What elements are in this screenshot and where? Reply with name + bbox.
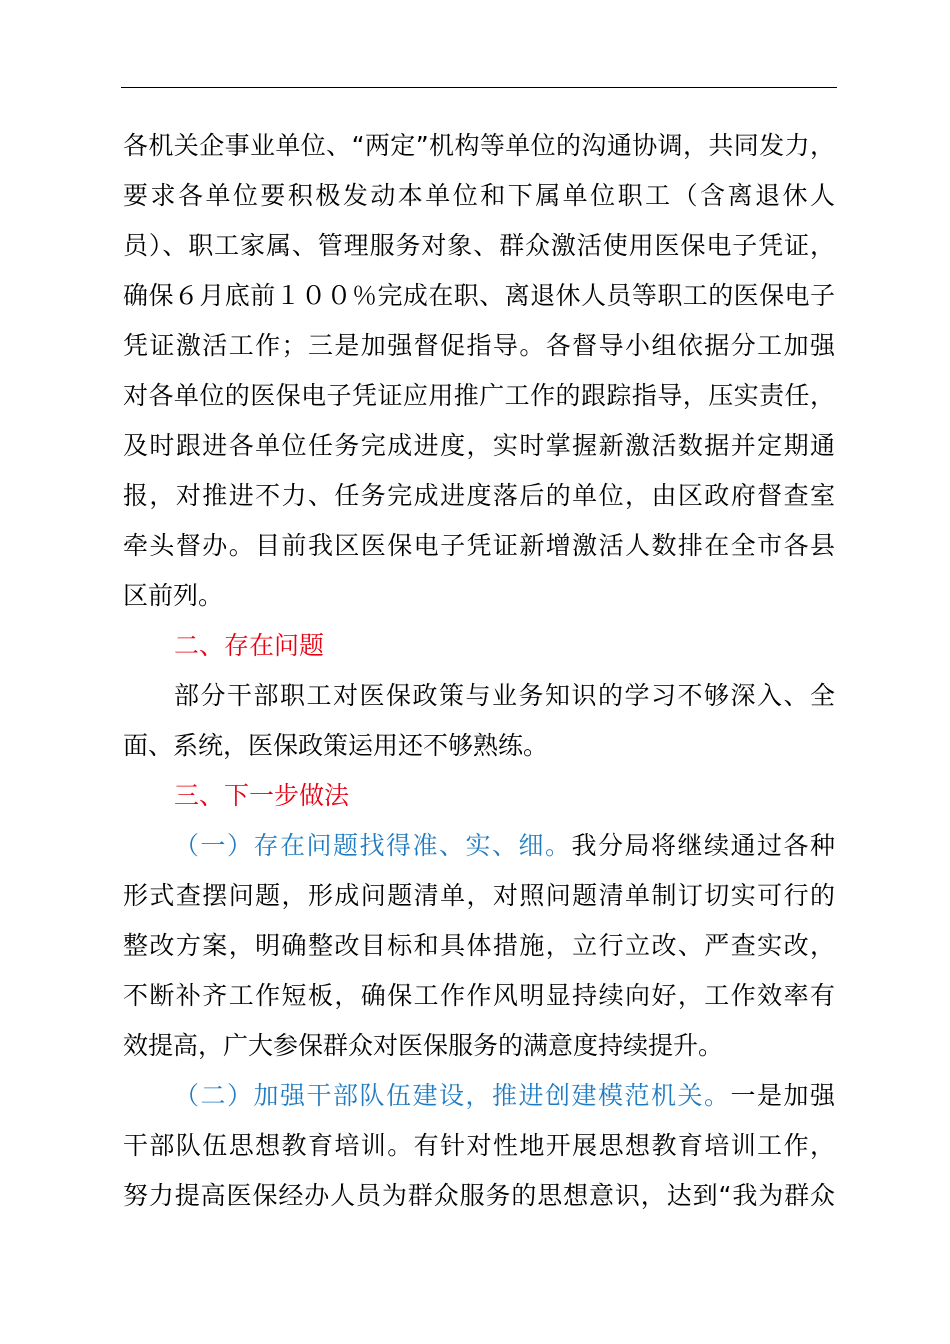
item-first-line	[123, 821, 835, 871]
body-line: 努力提高医保经办人员为群众服务的思想意识，达到“我为群众	[123, 1181, 835, 1210]
body-line: 效提高，广大参保群众对医保服务的满意度持续提升。	[123, 1031, 724, 1060]
body-line: 及时跟进各单位任务完成进度，实时掌握新激活数据并定期通	[123, 431, 835, 460]
body-line: 凭证激活工作；三是加强督促指导。各督导小组依据分工加强	[123, 331, 835, 360]
body-line: 报，对推进不力、任务完成进度落后的单位，由区政府督查室	[123, 481, 835, 510]
item-text: 一是加强	[730, 1081, 835, 1110]
body-line: 区前列。	[123, 581, 224, 610]
body-line: 对各单位的医保电子凭证应用推广工作的跟踪指导，压实责任，	[123, 381, 835, 410]
body-line: 确保６月底前１００％完成在职、离退休人员等职工的医保电子	[123, 281, 835, 310]
item-first-line	[123, 1071, 835, 1121]
body-line: 部分干部职工对医保政策与业务知识的学习不够深入、全	[174, 681, 835, 710]
body-line: 面、系统，医保政策运用还不够熟练。	[123, 731, 549, 760]
header-rule	[121, 87, 837, 88]
section-heading-next-steps: 三、下一步做法	[174, 781, 350, 810]
body-line: 不断补齐工作短板，确保工作作风明显持续向好，工作效率有	[123, 981, 835, 1010]
body-line: 干部队伍思想教育培训。有针对性地开展思想教育培训工作，	[123, 1131, 835, 1160]
body-line: 形式查摆问题，形成问题清单，对照问题清单制订切实可行的	[123, 881, 835, 910]
item-text: 我分局将继续通过各种	[571, 831, 835, 860]
item-title: （二）加强干部队伍建设，推进创建模范机关。	[174, 1081, 731, 1110]
document-body	[123, 121, 835, 1221]
body-line: 牵头督办。目前我区医保电子凭证新增激活人数排在全市各县	[123, 531, 835, 560]
section-heading-problems: 二、存在问题	[174, 631, 325, 660]
body-line: 员）、职工家属、管理服务对象、群众激活使用医保电子凭证，	[123, 231, 835, 260]
body-line: 各机关企事业单位、“两定”机构等单位的沟通协调，共同发力，	[123, 131, 835, 160]
body-line: 整改方案，明确整改目标和具体措施，立行立改、严查实改，	[123, 931, 835, 960]
item-title: （一）存在问题找得准、实、细。	[174, 831, 572, 860]
body-line: 要求各单位要积极发动本单位和下属单位职工（含离退休人	[123, 181, 835, 210]
